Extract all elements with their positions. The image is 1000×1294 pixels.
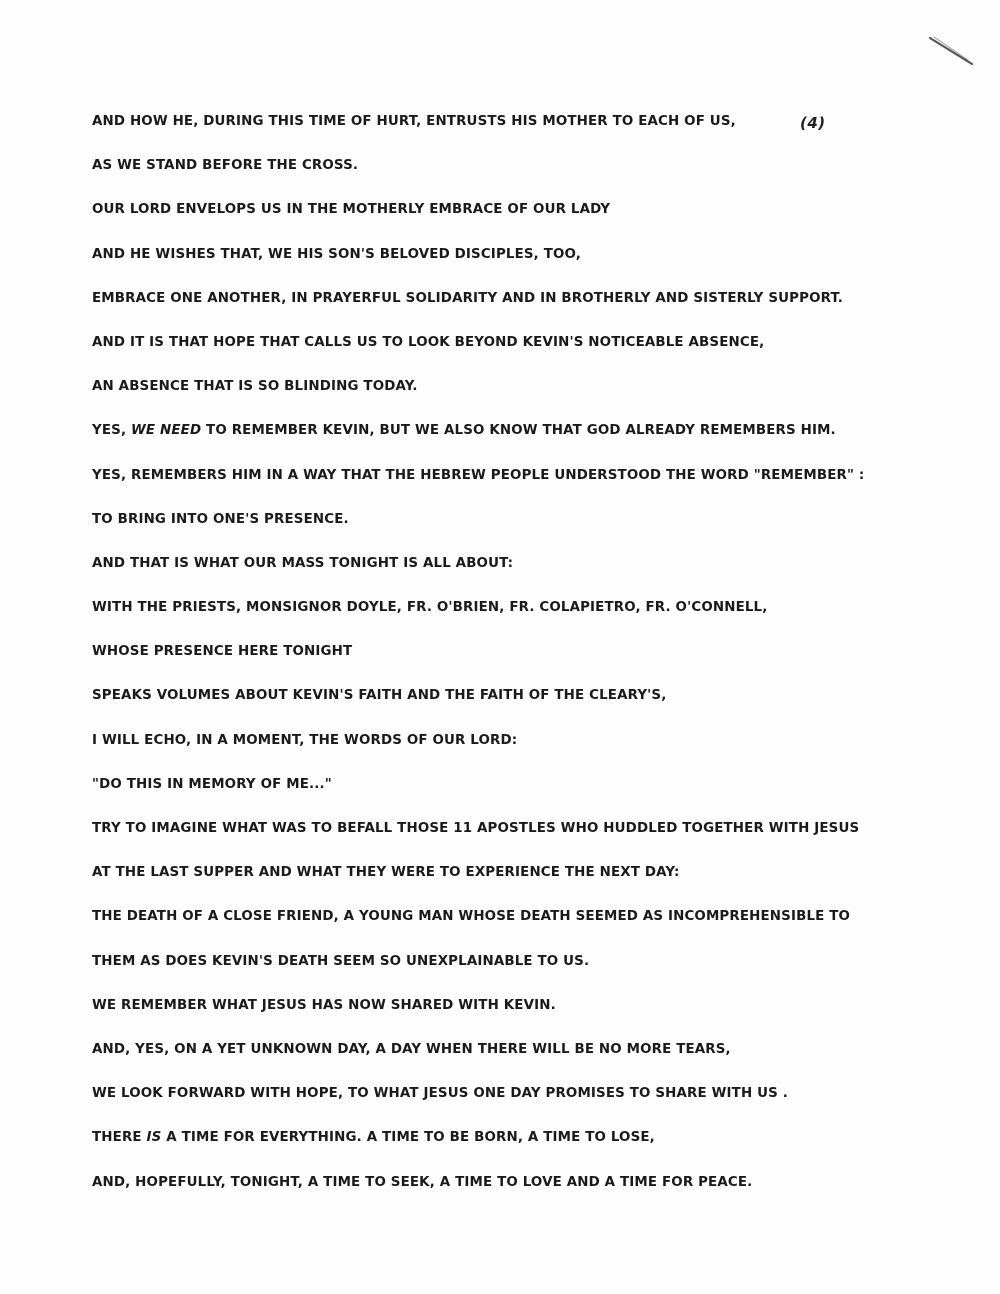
text-line: YES, REMEMBERS HIM IN A WAY THAT THE HEBREW PEOPLE UNDERSTOOD THE WORD "REMEMBER" :: [92, 467, 865, 483]
line-suffix: TO REMEMBER KEVIN, BUT WE ALSO KNOW THAT GOD ALREADY REMEMBERS HIM.: [201, 423, 836, 439]
text-line-emphasis: [92, 421, 836, 465]
text-line: SPEAKS VOLUMES ABOUT KEVIN'S FAITH AND THE FAITH OF THE CLEARY'S,: [92, 688, 667, 704]
text-line: TRY TO IMAGINE WHAT WAS TO BEFALL THOSE 11 APOSTLES WHO HUDDLED TOGETHER WITH JESUS: [92, 821, 860, 836]
text-line: WITH THE PRIESTS, MONSIGNOR DOYLE, FR. O'BRIEN, FR. COLAPIETRO, FR. O'CONNELL,: [92, 600, 768, 616]
page-number: (4): [800, 114, 826, 132]
text-line: WE REMEMBER WHAT JESUS HAS NOW SHARED WITH KEVIN.: [92, 997, 556, 1013]
text-line: I WILL ECHO, IN A MOMENT, THE WORDS OF OUR LORD:: [92, 732, 518, 748]
text-line: THEM AS DOES KEVIN'S DEATH SEEM SO UNEXPLAINABLE TO US.: [92, 953, 590, 969]
text-line: EMBRACE ONE ANOTHER, IN PRAYERFUL SOLIDARITY AND IN BROTHERLY AND SISTERLY SUPPORT.: [92, 290, 843, 306]
emphasized-text: IS: [146, 1130, 162, 1146]
text-line: AT THE LAST SUPPER AND WHAT THEY WERE TO EXPERIENCE THE NEXT DAY:: [92, 865, 680, 881]
text-line: AND HE WISHES THAT, WE HIS SON'S BELOVED DISCIPLES, TOO,: [92, 246, 582, 262]
text-line: AND HOW HE, DURING THIS TIME OF HURT, ENTRUSTS HIS MOTHER TO EACH OF US,: [92, 114, 736, 129]
line-suffix: A TIME FOR EVERYTHING. A TIME TO BE BORN, A TIME TO LOSE,: [161, 1130, 655, 1146]
homily-text: [92, 112, 865, 1217]
text-line: "DO THIS IN MEMORY OF ME...": [92, 776, 332, 792]
text-line: AND THAT IS WHAT OUR MASS TONIGHT IS ALL ABOUT:: [92, 555, 514, 571]
text-line: THE DEATH OF A CLOSE FRIEND, A YOUNG MAN WHOSE DEATH SEEMED AS INCOMPREHENSIBLE TO: [92, 909, 851, 925]
text-line: OUR LORD ENVELOPS US IN THE MOTHERLY EMBRACE OF OUR LADY: [92, 202, 611, 218]
line-prefix: THERE: [92, 1130, 147, 1146]
text-line: WHOSE PRESENCE HERE TONIGHT: [92, 644, 353, 660]
text-line: AN ABSENCE THAT IS SO BLINDING TODAY.: [92, 379, 418, 395]
text-line: AND, YES, ON A YET UNKNOWN DAY, A DAY WHEN THERE WILL BE NO MORE TEARS,: [92, 1041, 731, 1057]
emphasized-text: WE NEED: [131, 423, 202, 439]
pen-mark-icon: [928, 34, 976, 68]
line-prefix: YES,: [92, 423, 131, 439]
text-line: WE LOOK FORWARD WITH HOPE, TO WHAT JESUS ONE DAY PROMISES TO SHARE WITH US .: [92, 1086, 788, 1102]
text-line: AND, HOPEFULLY, TONIGHT, A TIME TO SEEK, A TIME TO LOVE AND A TIME FOR PEACE.: [92, 1174, 753, 1190]
text-line: AS WE STAND BEFORE THE CROSS.: [92, 158, 359, 174]
text-line-emphasis: [92, 1128, 832, 1172]
text-line: TO BRING INTO ONE'S PRESENCE.: [92, 511, 349, 527]
text-line: AND IT IS THAT HOPE THAT CALLS US TO LOOK BEYOND KEVIN'S NOTICEABLE ABSENCE,: [92, 334, 765, 350]
